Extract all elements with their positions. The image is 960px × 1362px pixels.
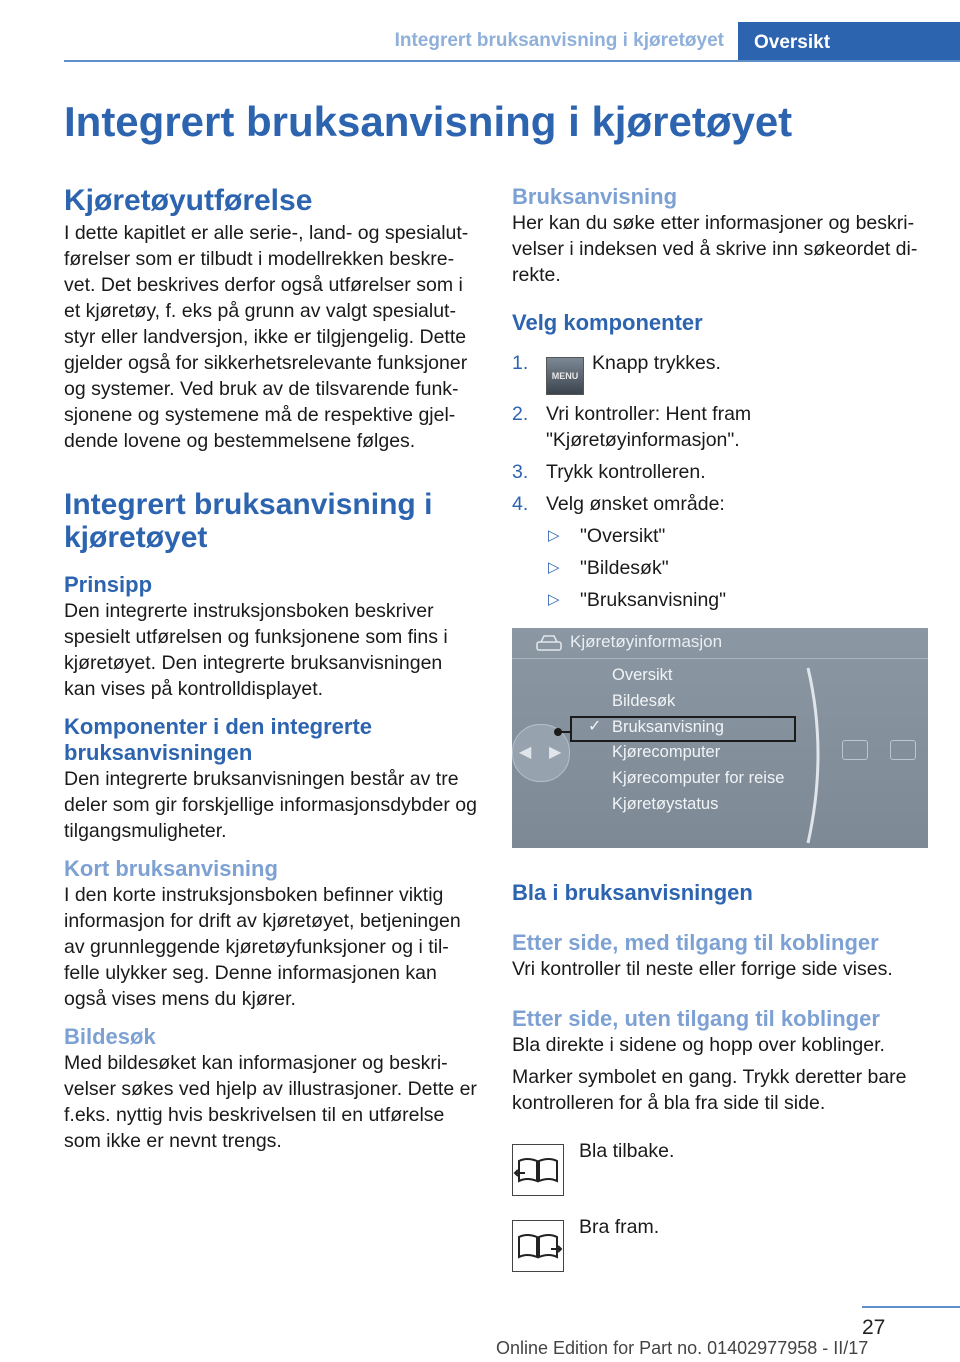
page-title: Integrert bruksanvisning i kjøretøyet	[64, 98, 793, 145]
footer-edition: Online Edition for Part no. 01402977958 - II/17	[496, 1338, 869, 1358]
screen-title: Kjøretøyinformasjon	[570, 632, 723, 651]
text-short-manual: I den korte instruksjonsboken befinner viktig informasjon for drift av kjøretøyet, betjeningen av grunnleggende kjøretøyfunksjoner og i til-felle ulykker seg. Denne informasjonen kan også vises mens du kjører.	[64, 884, 461, 1010]
menu-button-icon: MENU	[546, 357, 584, 395]
step-text: Vri kontroller: Hent fram "Kjøretøyinformasjon".	[546, 403, 752, 451]
screen-item-trip-computer[interactable]: Kjørecomputer	[612, 743, 721, 761]
checkmark-icon: ✓	[588, 718, 602, 735]
header-tab-oversikt[interactable]: Oversikt	[738, 22, 960, 62]
heading-manual: Bruksanvisning	[512, 184, 678, 209]
step-1	[512, 350, 930, 395]
forward-label: Bra fram.	[579, 1216, 660, 1238]
page-number: 27	[862, 1316, 886, 1339]
book-back-icon[interactable]	[512, 1144, 564, 1196]
sub-item-text: "Bruksanvisning"	[580, 589, 727, 611]
back-label: Bla tilbake.	[579, 1140, 675, 1162]
heading-image-search: Bildesøk	[64, 1024, 156, 1049]
browse-section	[512, 880, 930, 1116]
screen-item-image-search[interactable]: Bildesøk	[612, 692, 676, 710]
sub-item-overview	[512, 523, 930, 549]
triangle-bullet-icon: ▷	[548, 559, 560, 576]
heading-components: Komponenter i den integrerte bruksanvisningen	[64, 714, 373, 765]
screen-item-travel-computer[interactable]: Kjørecomputer for reise	[612, 769, 785, 787]
heading-vehicle-version: Kjøretøyutførelse	[64, 184, 313, 217]
step-number: 2.	[512, 403, 529, 425]
heading-integrated-manual: Integrert bruksanvisning i kjøretøyet	[64, 488, 433, 554]
sub-item-manual	[512, 587, 930, 613]
controller-knob-icon: ◀ ▶	[512, 724, 570, 782]
footer-rule	[862, 1306, 960, 1308]
left-column	[64, 184, 479, 1154]
screen-item-vehicle-status[interactable]: Kjøretøystatus	[612, 795, 719, 813]
text-principle: Den integrerte instruksjonsboken beskriver spesielt utførelsen og funksjonene som fins i kjøretøyet. Den integrerte bruksanvisningen kan vises på kontrolldisplayet.	[64, 600, 448, 700]
triangle-bullet-icon: ▷	[548, 591, 560, 608]
screen-divider	[512, 658, 928, 659]
selection-pointer-dot	[554, 728, 562, 736]
triangle-bullet-icon: ▷	[548, 527, 560, 544]
step-2	[512, 401, 930, 453]
heading-without-links: Etter side, uten tilgang til koblinger	[512, 1006, 880, 1031]
step-number: 3.	[512, 461, 529, 483]
sub-item-text: "Oversikt"	[580, 525, 666, 547]
step-number: 1.	[512, 352, 529, 374]
right-column	[512, 184, 930, 613]
step-number: 4.	[512, 493, 529, 515]
screen-item-overview[interactable]: Oversikt	[612, 666, 673, 684]
text-image-search: Med bildesøket kan informasjoner og beskri-velser søkes ved hjelp av illustrasjoner. Dette er f.eks. nyttig hvis beskrivelsen til en utførelse som ikke er nevnt trengs.	[64, 1052, 477, 1152]
car-icon	[536, 634, 562, 654]
heading-browse: Bla i bruksanvisningen	[512, 880, 753, 905]
header-section-title: Integrert bruksanvisning i kjøretøyet	[394, 30, 724, 51]
heading-with-links: Etter side, med tilgang til koblinger	[512, 930, 879, 955]
text-components: Den integrerte bruksanvisningen består av tre deler som gir forskjellige informasjonsdybder og tilgangsmuligheter.	[64, 768, 477, 842]
screen-item-manual[interactable]: Bruksanvisning	[612, 718, 724, 736]
step-text: Trykk kontrolleren.	[546, 461, 706, 483]
heading-short-manual: Kort bruksanvisning	[64, 856, 278, 881]
screen-side-icon	[890, 740, 916, 760]
text-manual: Her kan du søke etter informasjoner og beskri-velser i indeksen ved å skrive inn søkeordet di-rekte.	[512, 212, 918, 286]
sub-item-text: "Bildesøk"	[580, 557, 669, 579]
header-rule	[64, 60, 960, 62]
step-3	[512, 459, 930, 485]
heading-select-components: Velg komponenter	[512, 310, 703, 335]
text-vehicle-version: I dette kapitlet er alle serie-, land- og spesialut-førelser som er tilbudt i modellrekken beskre-vet. Det beskrives derfor også utførelser som i et kjøretøy, f. eks på grunn av valgt spesialut-styr eller landversjon, ikke er tilgjengelig. Dette gjelder også for sikkerhetsrelevante funksjoner og systemer. Ved bruk av de tilsvarende funk-sjonene og systemene må de respektive gjel-dende lovene og bestemmelsene følges.	[64, 222, 469, 452]
text-with-links: Vri kontroller til neste eller forrige side vises.	[512, 958, 893, 980]
step-text: Velg ønsket område:	[546, 493, 725, 515]
step-4	[512, 491, 930, 517]
heading-principle: Prinsipp	[64, 572, 153, 597]
step-text: Knapp trykkes.	[592, 352, 721, 374]
vehicle-info-screen	[512, 628, 928, 848]
sub-item-image-search	[512, 555, 930, 581]
book-forward-icon[interactable]	[512, 1220, 564, 1272]
text-without-links-1: Bla direkte i sidene og hopp over koblinger.	[512, 1034, 885, 1056]
screen-side-icon	[842, 740, 868, 760]
screen-arc	[802, 658, 832, 848]
text-without-links-2: Marker symbolet en gang. Trykk deretter bare kontrolleren for å bla fra side til side.	[512, 1066, 907, 1114]
